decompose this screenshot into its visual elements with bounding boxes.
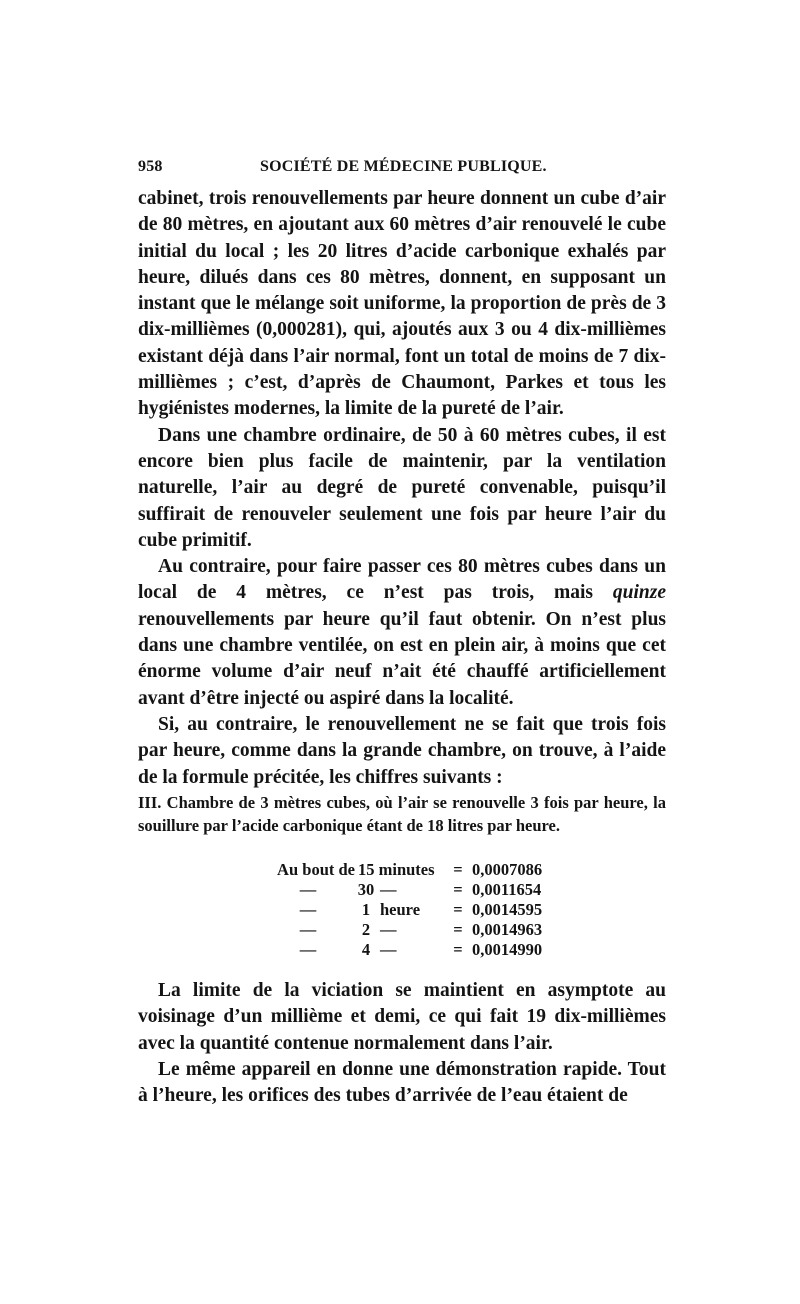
running-header — [138, 158, 666, 182]
paragraph-2: Dans une chambre ordinaire, de 50 à 60 mètres cubes, il est encore bien plus facile de maintenir, par la ventilation naturelle, l’air au degré de pureté convenable, puisqu’il suffirait de renouveler seulement une fois par heure l’air du cube primitif. — [138, 424, 666, 551]
table-caption — [138, 792, 666, 837]
row-unit: — — [380, 940, 397, 959]
main-text-continued — [138, 978, 666, 1109]
row-unit: — — [380, 880, 397, 899]
row-value: 0,0014595 — [472, 900, 543, 919]
paragraph-3 — [138, 554, 666, 712]
row-equals: = — [453, 920, 463, 939]
row-equals: = — [453, 900, 463, 919]
row-number: 30 — [357, 880, 375, 899]
table-row — [260, 860, 570, 880]
table-row — [260, 880, 570, 900]
co2-table — [260, 860, 570, 960]
row-number: 2 — [361, 920, 371, 939]
row-value: 0,0011654 — [472, 880, 542, 899]
row-number: 1 — [361, 900, 371, 919]
row-equals: = — [453, 940, 463, 959]
paragraph-3-after: renouvellements par heure qu’il faut obtenir. On n’est plus dans une chambre ventilée, on est en plein air, à moins que cet énorme volume d’air neuf n’ait été chauffé artificiellement avant d’être injecté ou aspiré dans la localité. — [138, 608, 666, 709]
row-prefix: Au bout de — [277, 860, 355, 879]
caption-text: III. Chambre de 3 mètres cubes, où l’air se renouvelle 3 fois par heure, la souillure par l’acide carbonique étant de 18 litres par heure. — [138, 793, 666, 835]
row-time: 15 minutes — [358, 860, 435, 879]
row-equals: = — [453, 880, 463, 899]
paragraph-5: La limite de la viciation se maintient en asymptote au voisinage d’un millième et demi, ce qui fait 19 dix-millièmes avec la quantité contenue normalement dans l’air. — [138, 980, 666, 1054]
row-unit: — — [380, 920, 397, 939]
paragraph-1: cabinet, trois renouvellements par heure donnent un cube d’air de 80 mètres, en ajoutant aux 60 mètres d’air renouvelé le cube initial du local ; les 20 litres d’acide carbonique exhalés par heure, dilués dans ces 80 mètres, donnent, en supposant un instant que le mélange soit uniforme, la proportion de près de 3 dix-millièmes (0,000281), qui, ajoutés aux 3 ou 4 dix-millièmes existant déjà dans l’air normal, font un total de moins de 7 dix-millièmes ; c’est, d’après de Chaumont, Parkes et tous les hygiénistes modernes, la limite de la pureté de l’air. — [138, 188, 666, 420]
paragraph-3-italic: quinze — [612, 582, 666, 604]
row-value: 0,0014963 — [472, 920, 543, 939]
table-row — [260, 900, 570, 920]
row-equals: = — [453, 860, 463, 879]
main-text — [138, 186, 666, 791]
row-dash: — — [299, 880, 317, 899]
table-row — [260, 940, 570, 960]
paragraph-6: Le même appareil en donne une démonstration rapide. Tout à l’heure, les orifices des tubes d’arrivée de l’eau étaient de — [138, 1058, 666, 1107]
row-number: 4 — [361, 940, 371, 959]
table-row — [260, 920, 570, 940]
row-dash: — — [299, 920, 317, 939]
row-dash: — — [299, 940, 317, 959]
row-dash: — — [299, 900, 317, 919]
running-title: SOCIÉTÉ DE MÉDECINE PUBLIQUE. — [260, 158, 547, 175]
paragraph-4: Si, au contraire, le renouvellement ne se fait que trois fois par heure, comme dans la grande chambre, on trouve, à l’aide de la formule précitée, les chiffres suivants : — [138, 713, 666, 788]
page-number: 958 — [138, 158, 163, 175]
paragraph-3-before: Au contraire, pour faire passer ces 80 mètres cubes dans un local de 4 mètres, ce n’est pas trois, mais — [138, 556, 666, 604]
row-unit: heure — [380, 900, 421, 919]
row-value: 0,0007086 — [472, 860, 543, 879]
row-value: 0,0014990 — [472, 940, 543, 959]
